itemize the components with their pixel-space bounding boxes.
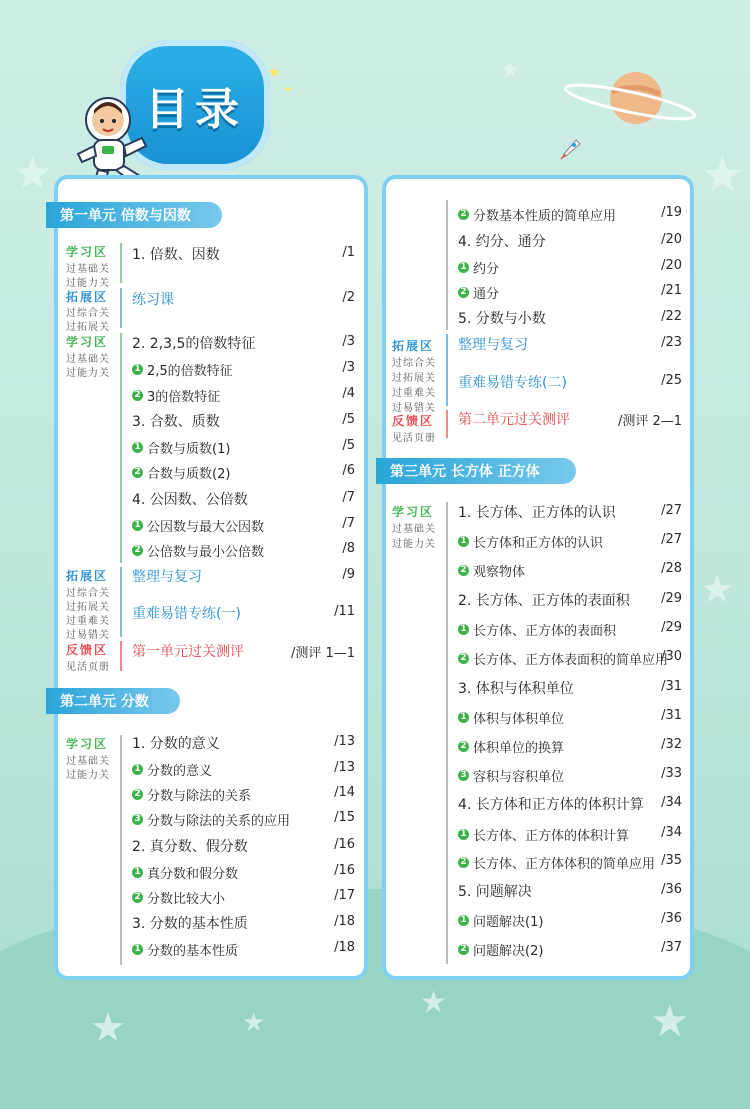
toc-subentry[interactable] [132,785,251,804]
entry-title: 4. 约分、通分 [458,234,546,250]
page-number: /32 [661,737,682,752]
page-number: /25 [661,373,682,388]
page-number: /17 [334,888,355,903]
zone-sublabel: 过能力关 [66,368,110,379]
entry-title: 分数的基本性质 [147,944,239,959]
zone-sublabel: 过拓展关 [66,602,110,613]
page-number: /27 [661,503,682,518]
toc-subentry[interactable] [458,766,564,785]
section-divider [120,333,122,563]
toc-subentry[interactable] [132,888,225,907]
sparkle-icon: ★ [268,65,281,81]
number-badge-icon: 1 [458,915,469,926]
entry-title: 容积与容积单位 [473,770,565,785]
zone-sublabel: 过能力关 [66,770,110,781]
toc-entry[interactable] [132,333,255,353]
page-number: /18 [334,940,355,955]
entry-title: 重难易错专练(二) [458,375,567,391]
page-number: /21 [661,283,682,298]
entry-title: 1. 倍数、因数 [132,247,220,263]
toc-entry[interactable] [458,502,616,522]
page-number: /2 [342,290,355,305]
toc-entry[interactable] [132,913,248,933]
entry-title: 合数与质数(2) [147,467,231,482]
entry-title: 合数与质数(1) [147,442,231,457]
zone-label: 学习区 [66,335,109,349]
section-divider [446,502,448,964]
sparkle-icon: ★ [284,85,293,95]
page-number: /1 [342,245,355,260]
entry-title: 重难易错专练(一) [132,606,241,622]
entry-title: 长方体、正方体的表面积 [473,624,617,639]
zone-label: 学习区 [66,245,109,259]
entry-title: 第二单元过关测评 [458,412,570,428]
page-number: /28 [661,561,682,576]
zone-sublabel: 过拓展关 [66,322,110,333]
page-number: /37 [661,940,682,955]
rocket-icon [556,136,584,162]
zone-sublabel: 过基础关 [66,756,110,767]
zone-sublabel: 见活页册 [66,662,110,673]
number-badge-icon: 2 [458,209,469,220]
toc-subentry[interactable] [458,825,629,844]
toc-subentry[interactable] [458,258,499,277]
page-number: /测评 1—1 [290,646,355,661]
toc-entry[interactable] [132,489,248,509]
star-icon: ★ [650,996,690,1047]
entry-title: 观察物体 [473,565,526,580]
section-divider [446,200,448,330]
page-number: /35 [661,853,682,868]
zone-sublabel: 过综合关 [66,308,110,319]
toc-entry[interactable] [458,881,532,901]
toc-subentry[interactable] [132,386,220,405]
toc-entry[interactable] [132,641,244,661]
page-number: /18 [334,914,355,929]
number-badge-icon: 2 [458,857,469,868]
number-badge-icon: 2 [132,467,143,478]
zone-label: 拓展区 [66,569,109,583]
number-badge-icon: 2 [132,789,143,800]
unit-3-title: 第三单元 长方体 正方体 [390,464,540,480]
page-number: /测评 2—1 [617,414,682,429]
entry-title: 分数基本性质的简单应用 [473,209,617,224]
number-badge-icon: 1 [458,829,469,840]
entry-title: 3. 分数的基本性质 [132,916,248,932]
entry-title: 长方体、正方体的体积计算 [473,829,630,844]
number-badge-icon: 1 [132,867,143,878]
page-number: /29 [661,620,682,635]
entry-title: 长方体、正方体体积的简单应用 [473,857,656,872]
star-icon: ★ [90,1005,126,1051]
number-badge-icon: 1 [132,442,143,453]
number-badge-icon: 2 [132,545,143,556]
entry-title: 分数比较大小 [147,892,226,907]
page-number: /22 [661,309,682,324]
zone-label: 反馈区 [392,414,435,428]
toc-entry[interactable] [132,289,174,309]
zone-label: 学习区 [392,505,435,519]
number-badge-icon: 1 [458,712,469,723]
page-number: /31 [661,679,682,694]
number-badge-icon: 2 [458,944,469,955]
entry-title: 3. 体积与体积单位 [458,681,574,697]
star-icon: ★ [12,146,54,200]
zone-sublabel: 过综合关 [392,358,436,369]
entry-title: 真分数和假分数 [147,867,239,882]
entry-title: 约分 [473,262,500,277]
number-badge-icon: 1 [458,536,469,547]
toc-subentry[interactable] [458,911,543,930]
entry-title: 长方体、正方体表面积的简单应用 [473,653,669,668]
page-number: /31 [661,708,682,723]
star-icon: ★ [420,985,447,1020]
planet-icon [560,64,700,136]
entry-title: 问题解决(2) [473,944,544,959]
toc-subentry[interactable] [132,810,290,829]
entry-title: 2. 2,3,5的倍数特征 [132,336,256,352]
zone-sublabel: 过拓展关 [392,373,436,384]
entry-title: 长方体和正方体的认识 [473,536,604,551]
toc-subentry[interactable] [458,283,499,302]
page-number: /7 [342,490,355,505]
star-icon: ★ [242,1008,266,1038]
page-number: /3 [342,360,355,375]
entry-title: 5. 分数与小数 [458,311,546,327]
page-number: /11 [334,604,355,619]
entry-title: 整理与复习 [458,337,528,353]
page-number: /6 [342,463,355,478]
page-number: /5 [342,412,355,427]
number-badge-icon: 2 [132,390,143,401]
zone-sublabel: 过基础关 [66,354,110,365]
entry-title: 第一单元过关测评 [132,644,244,660]
page-number: /4 [342,386,355,401]
unit-2-title: 第二单元 分数 [60,694,149,710]
toc-entry[interactable] [458,308,546,328]
toc-entry[interactable] [458,372,567,392]
entry-title: 体积单位的换算 [473,741,565,756]
number-badge-icon: 1 [458,624,469,635]
number-badge-icon: 1 [132,944,143,955]
entry-title: 5. 问题解决 [458,884,532,900]
entry-title: 练习课 [132,292,174,308]
page-number: /34 [661,825,682,840]
toc-entry[interactable] [132,566,202,586]
page-number: /3 [342,334,355,349]
page-number: /15 [334,810,355,825]
toc-subentry[interactable] [458,649,668,668]
page-number: /20 [661,258,682,273]
page-number: /23 [661,335,682,350]
entry-title: 2. 长方体、正方体的表面积 [458,593,630,609]
toc-entry[interactable] [132,411,220,431]
zone-label: 反馈区 [66,643,109,657]
page-number: /16 [334,837,355,852]
toc-entry[interactable] [458,678,574,698]
page-number: /19 [661,205,682,220]
star-icon: ★ [700,146,745,204]
page-number: /36 [661,911,682,926]
toc-entry[interactable] [132,603,241,623]
number-badge-icon: 2 [458,287,469,298]
entry-title: 整理与复习 [132,569,202,585]
entry-title: 分数与除法的关系 [147,789,252,804]
toc-subentry[interactable] [132,463,230,482]
page-number: /33 [661,766,682,781]
toc-subentry[interactable] [132,940,238,959]
zone-sublabel: 过能力关 [392,539,436,550]
toc-entry[interactable] [132,836,248,856]
toc-subentry[interactable] [132,760,212,779]
page-number: /5 [342,438,355,453]
toc-subentry[interactable] [458,205,616,224]
toc-entry[interactable] [458,231,546,251]
entry-title: 4. 长方体和正方体的体积计算 [458,797,644,813]
section-divider [120,735,122,965]
entry-title: 4. 公因数、公倍数 [132,492,248,508]
page-number: /9 [342,567,355,582]
number-badge-icon: 2 [132,892,143,903]
star-icon: ★ [700,567,735,611]
entry-title: 公因数与最大公因数 [147,520,265,535]
entry-title: 1. 分数的意义 [132,736,220,752]
unit-3-banner [376,458,576,484]
section-divider [446,334,448,406]
star-icon: ★ [500,58,520,83]
entry-title: 体积与体积单位 [473,712,565,727]
zone-label: 拓展区 [66,290,109,304]
toc-subentry[interactable] [458,532,603,551]
entry-title: 问题解决(1) [473,915,544,930]
number-badge-icon: 3 [132,814,143,825]
page-number: /8 [342,541,355,556]
entry-title: 通分 [473,287,500,302]
number-badge-icon: 1 [132,364,143,375]
toc-subentry[interactable] [132,541,264,560]
page-title: 目录 [145,84,245,135]
toc-entry[interactable] [458,794,644,814]
unit-2-banner [46,688,180,714]
zone-sublabel: 过基础关 [66,264,110,275]
zone-sublabel: 过能力关 [66,278,110,289]
toc-entry[interactable] [458,409,570,429]
page-number: /13 [334,760,355,775]
number-badge-icon: 2 [458,565,469,576]
unit-1-title: 第一单元 倍数与因数 [60,208,191,224]
toc-subentry[interactable] [458,620,616,639]
toc-entry[interactable] [132,244,220,264]
zone-sublabel: 过基础关 [392,524,436,535]
number-badge-icon: 3 [458,770,469,781]
section-divider [120,243,122,283]
entry-title: 2,5的倍数特征 [147,364,233,379]
toc-entry[interactable] [458,590,630,610]
toc-entry[interactable] [132,733,220,753]
page-number: /20 [661,232,682,247]
entry-title: 分数的意义 [147,764,213,779]
section-divider [446,410,448,438]
unit-1-banner [46,202,222,228]
section-divider [120,641,122,671]
toc-subentry[interactable] [132,516,264,535]
zone-sublabel: 过综合关 [66,588,110,599]
zone-sublabel: 过重难关 [66,616,110,627]
toc-subentry[interactable] [458,737,564,756]
number-badge-icon: 1 [132,764,143,775]
entry-title: 3. 合数、质数 [132,414,220,430]
toc-entry[interactable] [458,334,528,354]
zone-sublabel: 过易错关 [392,403,436,414]
page-number: /29 [661,591,682,606]
toc-subentry[interactable] [458,708,564,727]
page-number: /14 [334,785,355,800]
entry-title: 2. 真分数、假分数 [132,839,248,855]
number-badge-icon: 2 [458,653,469,664]
page-number: /36 [661,882,682,897]
entry-title: 3的倍数特征 [147,390,221,405]
entry-title: 1. 长方体、正方体的认识 [458,505,616,521]
page-number: /30 [661,649,682,664]
zone-label: 拓展区 [392,339,435,353]
zone-label: 学习区 [66,737,109,751]
toc-subentry[interactable] [132,863,238,882]
entry-title: 分数与除法的关系的应用 [147,814,291,829]
zone-sublabel: 过重难关 [392,388,436,399]
toc-subentry[interactable] [458,940,543,959]
section-divider [120,288,122,328]
zone-sublabel: 见活页册 [392,433,436,444]
page-number: /16 [334,863,355,878]
zone-sublabel: 过易错关 [66,630,110,641]
page-number: /27 [661,532,682,547]
number-badge-icon: 2 [458,741,469,752]
entry-title: 公倍数与最小公倍数 [147,545,265,560]
page-number: /7 [342,516,355,531]
toc-subentry[interactable] [132,438,230,457]
toc-subentry[interactable] [132,360,233,379]
number-badge-icon: 1 [458,262,469,273]
page-number: /13 [334,734,355,749]
number-badge-icon: 1 [132,520,143,531]
toc-subentry[interactable] [458,561,525,580]
toc-subentry[interactable] [458,853,655,872]
section-divider [120,567,122,637]
page-number: /34 [661,795,682,810]
